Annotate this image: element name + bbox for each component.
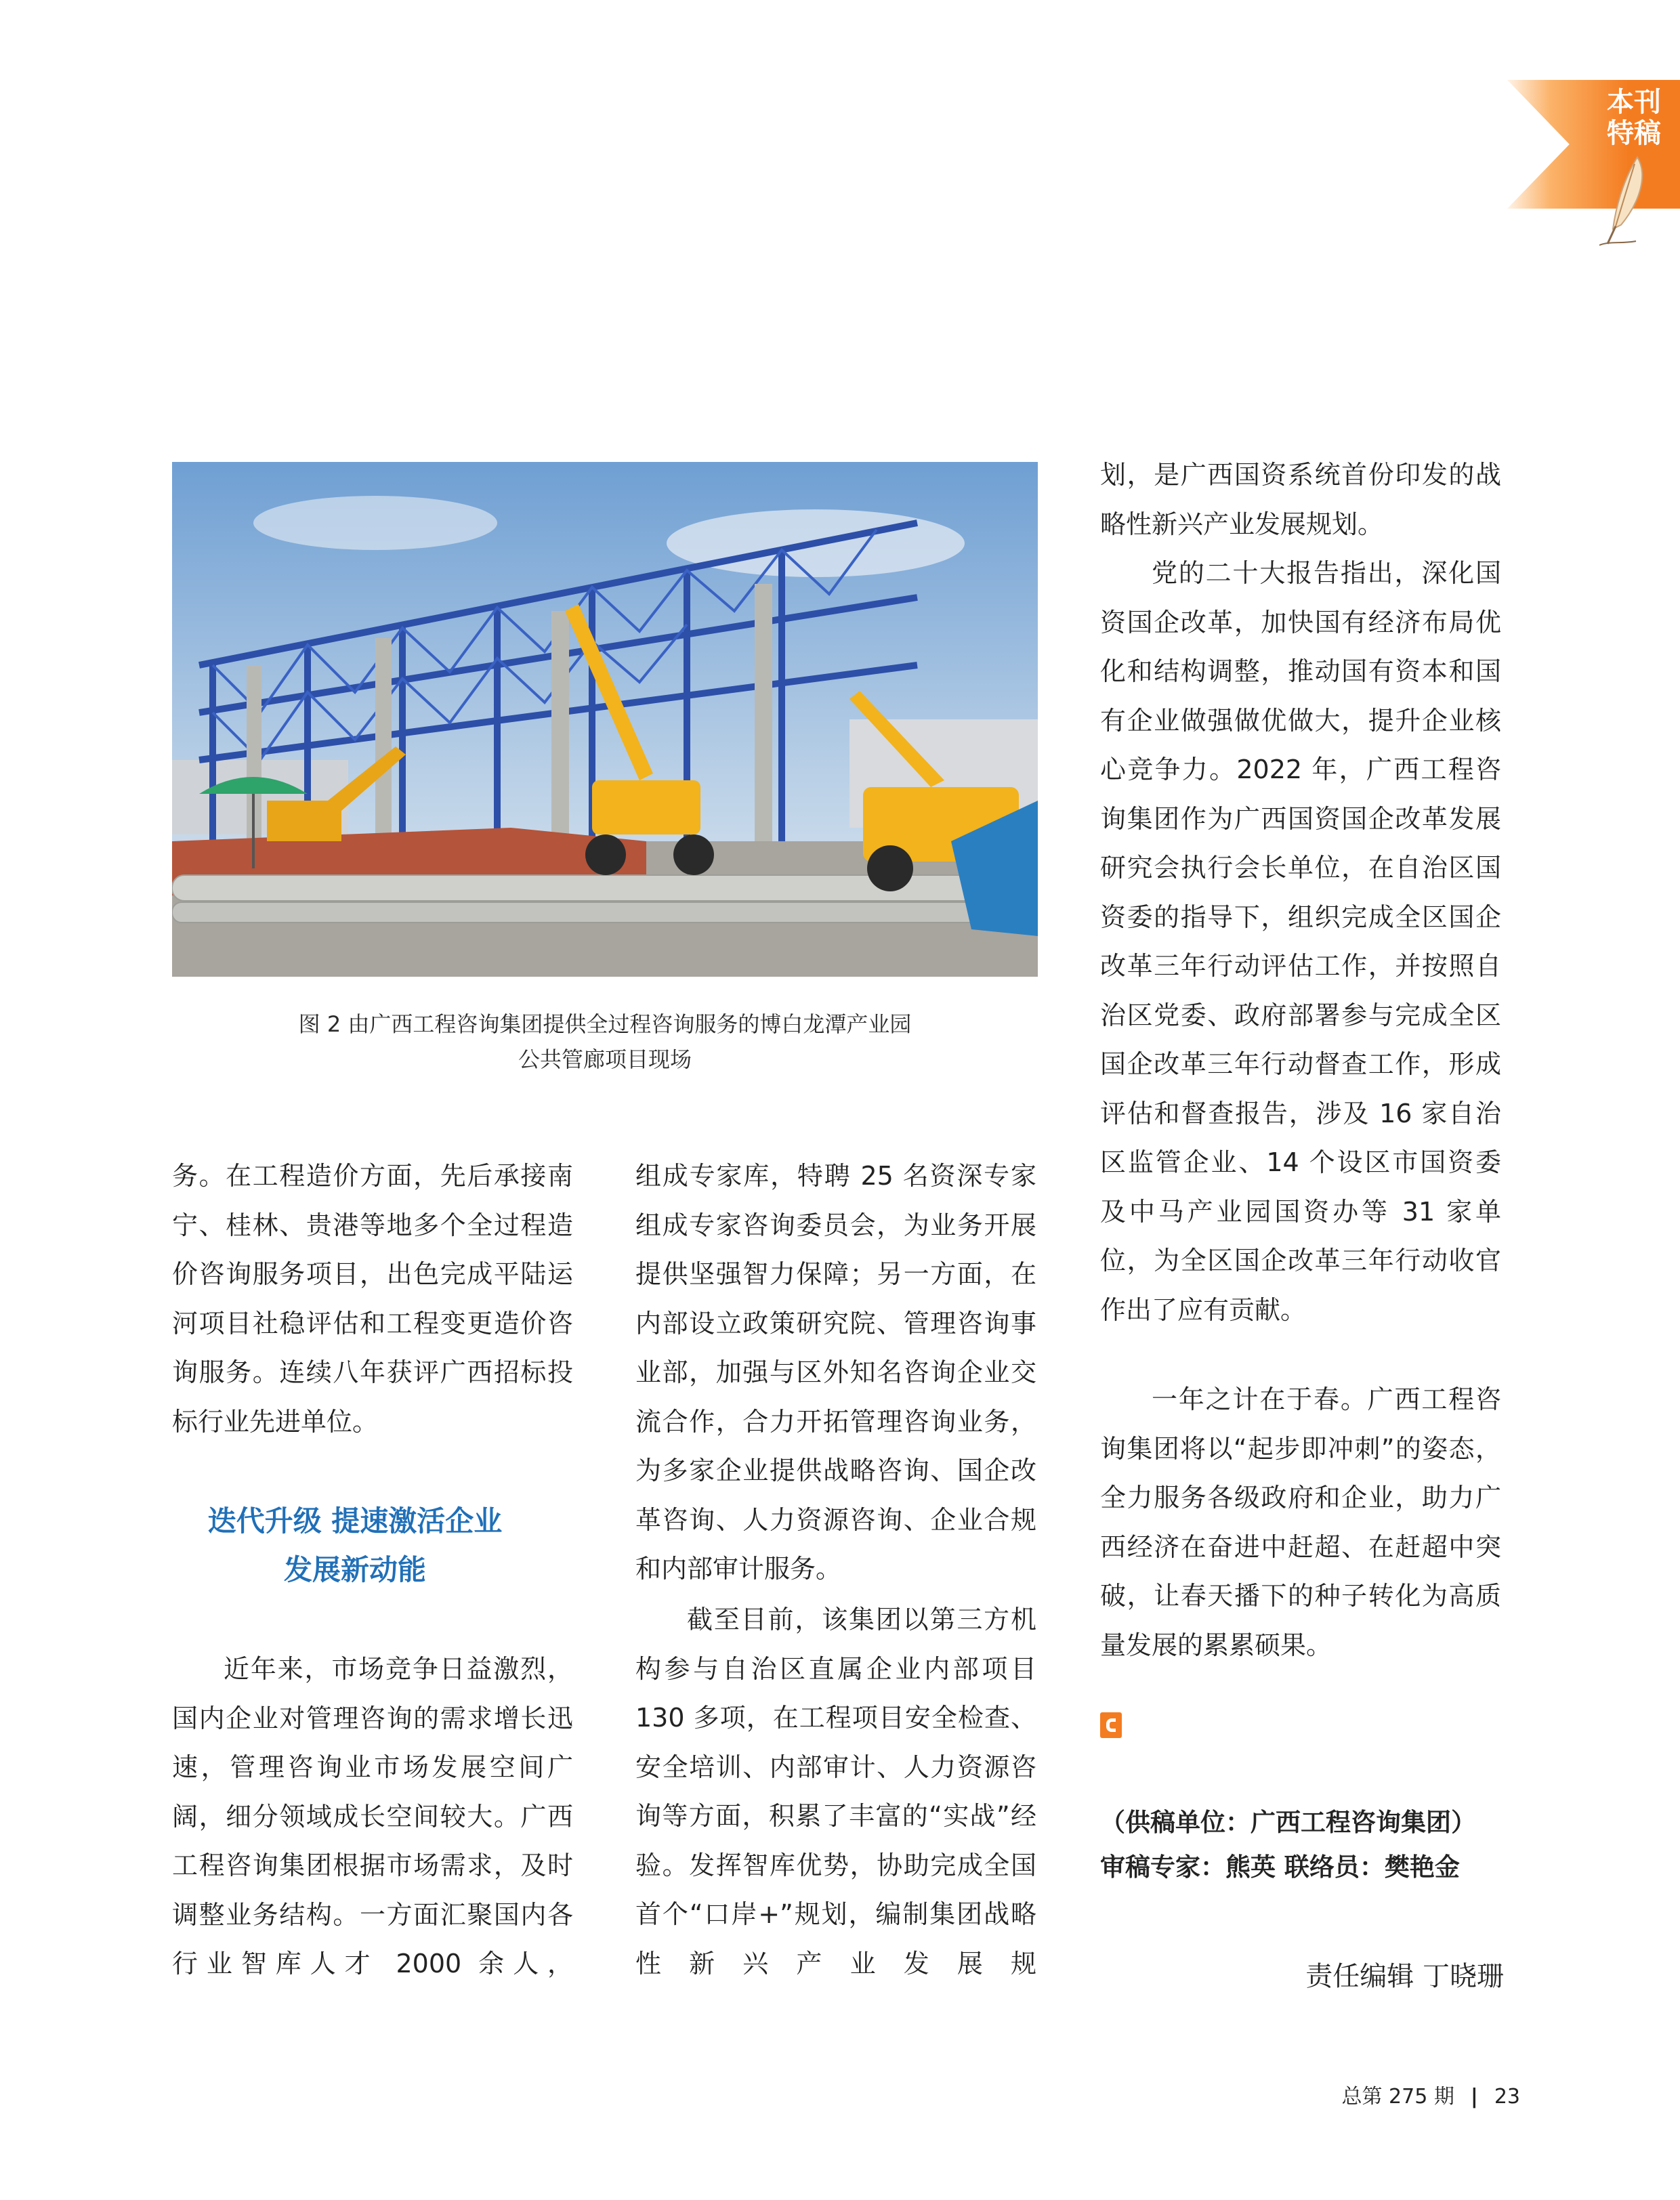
page-number: 23 bbox=[1494, 2085, 1520, 2109]
responsible-editor: 责任编辑 丁晓珊 bbox=[1305, 1961, 1504, 1992]
section-tab-line-1: 本刊 bbox=[1607, 87, 1661, 118]
section-tab-label bbox=[1593, 87, 1675, 149]
section-heading-line-1: 迭代升级 提速激活企业 bbox=[207, 1504, 503, 1538]
feather-pen-icon bbox=[1595, 154, 1650, 256]
section-heading bbox=[172, 1497, 538, 1594]
issue-number: 总第 275 期 bbox=[1341, 2085, 1454, 2109]
folio-divider: | bbox=[1470, 2085, 1478, 2109]
section-tab-line-2: 特稿 bbox=[1607, 118, 1661, 149]
column3-paragraph-2: 党的二十大报告指出，深化国资国企改革，加快国有经济布局优化和结构调整，推动国有资本和国有企业做强做优做大，提升企业核心竞争力。2022 年，广西工程咨询集团作为广西国资国企改革发展研究会执行会长单位，在自治区国资委的指导下，组织完成全区国企改革三年行动评估工作，并按照自治区党委、政府部署参与完成全区国企改革三年行动督查工作，形成评估和督查报告，涉及 16 家自治区监管企业、14 个设区市国资委及中马产业园国资办等 31 家单位，为全区国企改革三年行动收官作出了应有贡献。 bbox=[1100, 558, 1501, 1325]
column3-paragraph-3: 一年之计在于春。广西工程咨询集团将以“起步即冲刺”的姿态，全力服务各级政府和企业，助力广西经济在奋进中赶超、在赶超中突破，让春天播下的种子转化为高质量发展的累累硕果。 bbox=[1100, 1384, 1501, 1660]
contributor-line: （供稿单位：广西工程咨询集团） bbox=[1100, 1808, 1476, 1837]
figure-caption-line-2: 公共管廊项目现场 bbox=[518, 1046, 692, 1072]
section-heading-line-2: 发展新动能 bbox=[283, 1553, 426, 1586]
page-folio bbox=[1219, 2083, 1520, 2111]
figure-caption bbox=[172, 1007, 1038, 1077]
construction-site-photo bbox=[172, 462, 1038, 977]
column2-paragraph-1: 组成专家库，特聘 25 名资深专家组成专家咨询委员会，为业务开展提供坚强智力保障；另一方面，在内部设立政策研究院、管理咨询事业部，加强与区外知名咨询企业交流合作，合力开拓管理咨询业务，为多家企业提供战略咨询、国企改革咨询、人力资源咨询、企业合规和内部审计服务。 bbox=[635, 1161, 1036, 1584]
article-end-mark-icon bbox=[1100, 1712, 1122, 1738]
column1-paragraph-2: 近年来，市场竞争日益激烈，国内企业对管理咨询的需求增长迅速，管理咨询业市场发展空间广阔，细分领域成长空间较大。广西工程咨询集团根据市场需求，及时调整业务结构。一方面汇聚国内各行业智库人才 2000 余人， bbox=[172, 1654, 573, 1979]
column3-paragraph-1: 划，是广西国资系统首份印发的战略性新兴产业发展规划。 bbox=[1100, 460, 1501, 539]
column2-paragraph-2: 截至目前，该集团以第三方机构参与自治区直属企业内部项目 130 多项，在工程项目安全检查、安全培训、内部审计、人力资源咨询等方面，积累了丰富的“实战”经验。发挥智库优势，协助完成全国首个“口岸+”规划，编制集团战略性新兴产业发展规 bbox=[635, 1605, 1036, 1979]
reviewer-line: 审稿专家：熊英 联络员：樊艳金 bbox=[1100, 1853, 1460, 1882]
column1-paragraph-1: 务。在工程造价方面，先后承接南宁、桂林、贵港等地多个全过程造价咨询服务项目，出色完成平陆运河项目社稳评估和工程变更造价咨询服务。连续八年获评广西招标投标行业先进单位。 bbox=[172, 1161, 573, 1437]
figure-caption-line-1: 图 2 由广西工程咨询集团提供全过程咨询服务的博白龙潭产业园 bbox=[298, 1011, 912, 1037]
article-credits bbox=[1100, 1800, 1520, 1890]
